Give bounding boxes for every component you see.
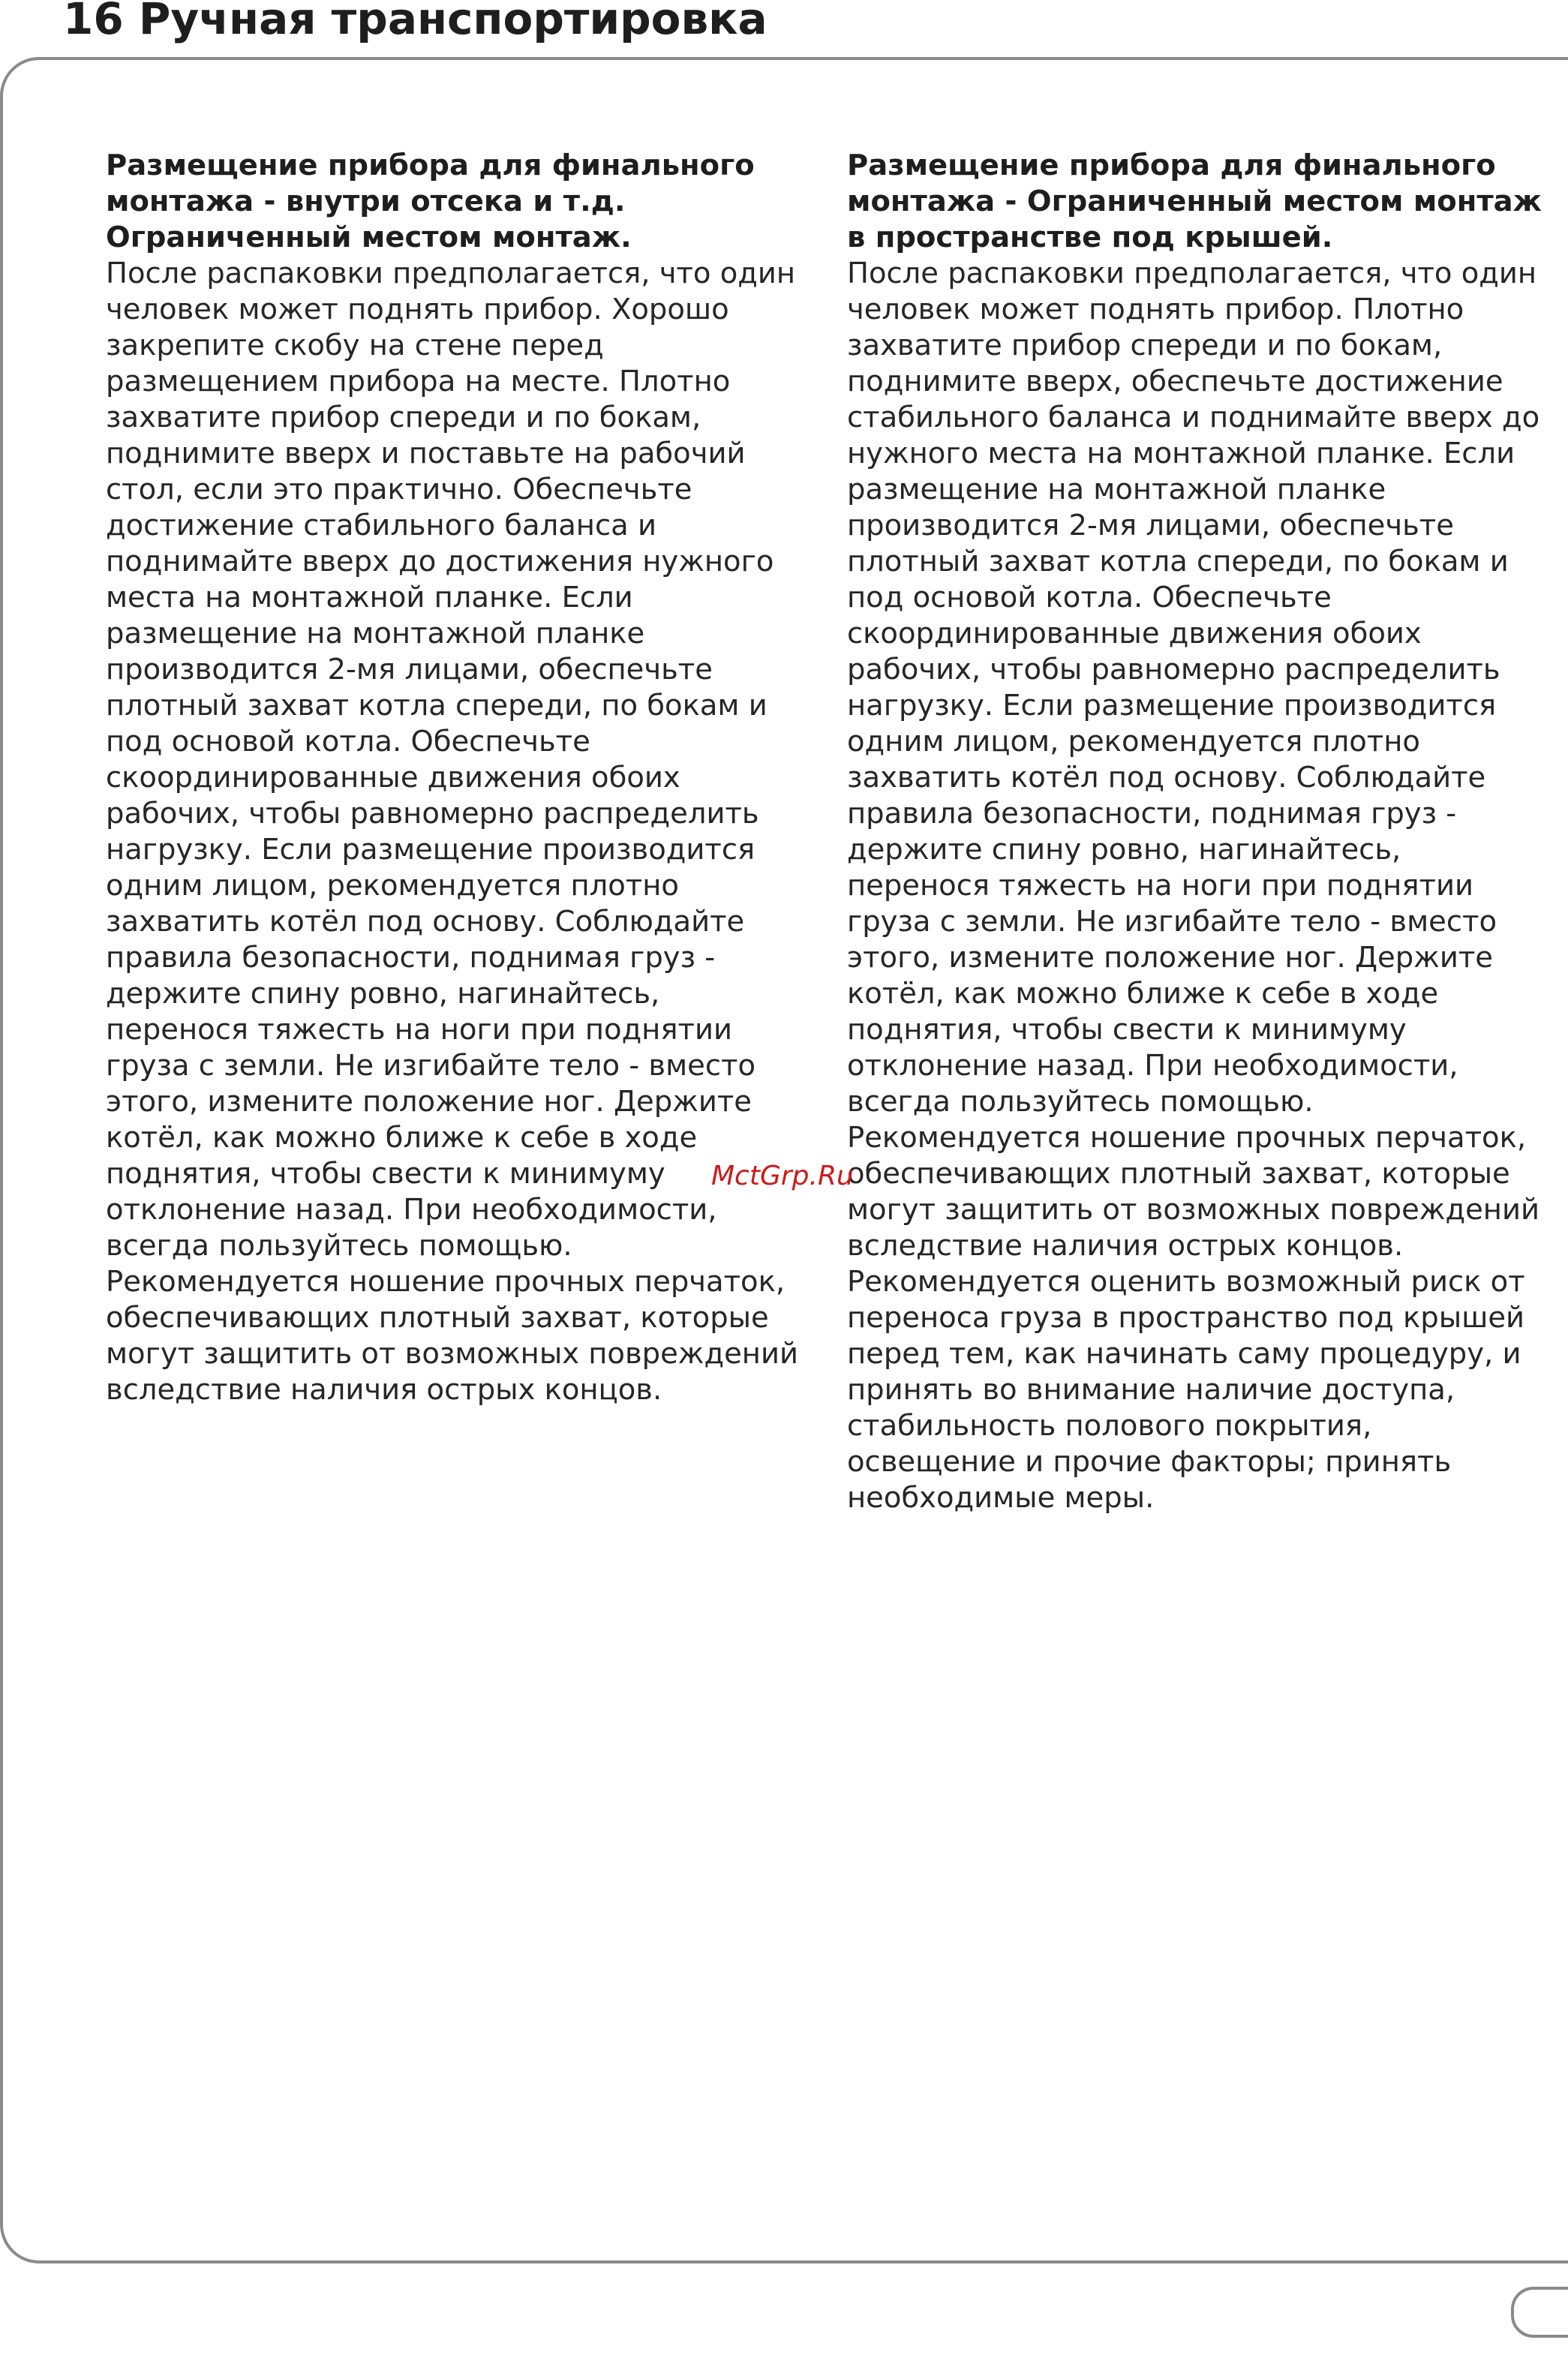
section-heading-cabinet-install: Размещение прибора для финального монтажа - внутри отсека и т.д. Ограниченный местом монтаж. [106,149,755,254]
section-right-column [847,148,1545,1516]
page-title: 16 Ручная транспортировка [63,0,767,44]
section-heading-loft-install: Размещение прибора для финального монтажа - Ограниченный местом монтаж в пространстве под крышей. [847,149,1542,254]
page-tab-indicator [1511,2287,1568,2338]
section-left-column [106,148,811,1408]
watermark-text: MctGrp.Ru [711,1161,854,1191]
section-body-loft-install: После распаковки предполагается, что один человек может поднять прибор. Плотно захватите прибор спереди и по бокам, поднимите вверх, обеспечьте достижение стабильного баланса и поднимайте вверх до нужного места на монтажной планке. Если размещение на монтажной планке производится 2-мя лицами, обеспечьте плотный захват котла спереди, по бокам и под основой котла. Обеспечьте скоординированные движения обоих рабочих, чтобы равномерно распределить нагрузку. Если размещение производится одним лицом, рекомендуется плотно захватить котёл под основу. Соблюдайте правила безопасности, поднимая груз - держите спину ровно, нагинайтесь, перенося тяжесть на ноги при поднятии груза с земли. Не изгибайте тело - вместо этого, измените положение ног. Держите котёл, как можно ближе к себе в ходе поднятия, чтобы свести к минимуму отклонение назад. При необходимости, всегда пользуйтесь помощью. Рекомендуется ношение прочных перчаток, обеспечивающих плотный захват, которые могут защитить от возможных повреждений вследствие наличия острых концов. Рекомендуется оценить возможный риск от переноса груза в пространство под крышей перед тем, как начинать саму процедуру, и принять во внимание наличие доступа, стабильность полового покрытия, освещение и прочие факторы; принять необходимые меры. [847,257,1540,1515]
section-body-cabinet-install: После распаковки предполагается, что один человек может поднять прибор. Хорошо закрепите скобу на стене перед размещением прибора на месте. Плотно захватите прибор спереди и по бокам, поднимите вверх и поставьте на рабочий стол, если это практично. Обеспечьте достижение стабильного баланса и поднимайте вверх до достижения нужного места на монтажной планке. Если размещение на монтажной планке производится 2-мя лицами, обеспечьте плотный захват котла спереди, по бокам и под основой котла. Обеспечьте скоординированные движения обоих рабочих, чтобы равномерно распределить нагрузку. Если размещение производится одним лицом, рекомендуется плотно захватить котёл под основу. Соблюдайте правила безопасности, поднимая груз - держите спину ровно, нагинайтесь, перенося тяжесть на ноги при поднятии груза с земли. Не изгибайте тело - вместо этого, измените положение ног. Держите котёл, как можно ближе к себе в ходе поднятия, чтобы свести к минимуму отклонение назад. При необходимости, всегда пользуйтесь помощью. Рекомендуется ношение прочных перчаток, обеспечивающих плотный захват, которые могут защитить от возможных повреждений вследствие наличия острых концов. [106,257,798,1407]
